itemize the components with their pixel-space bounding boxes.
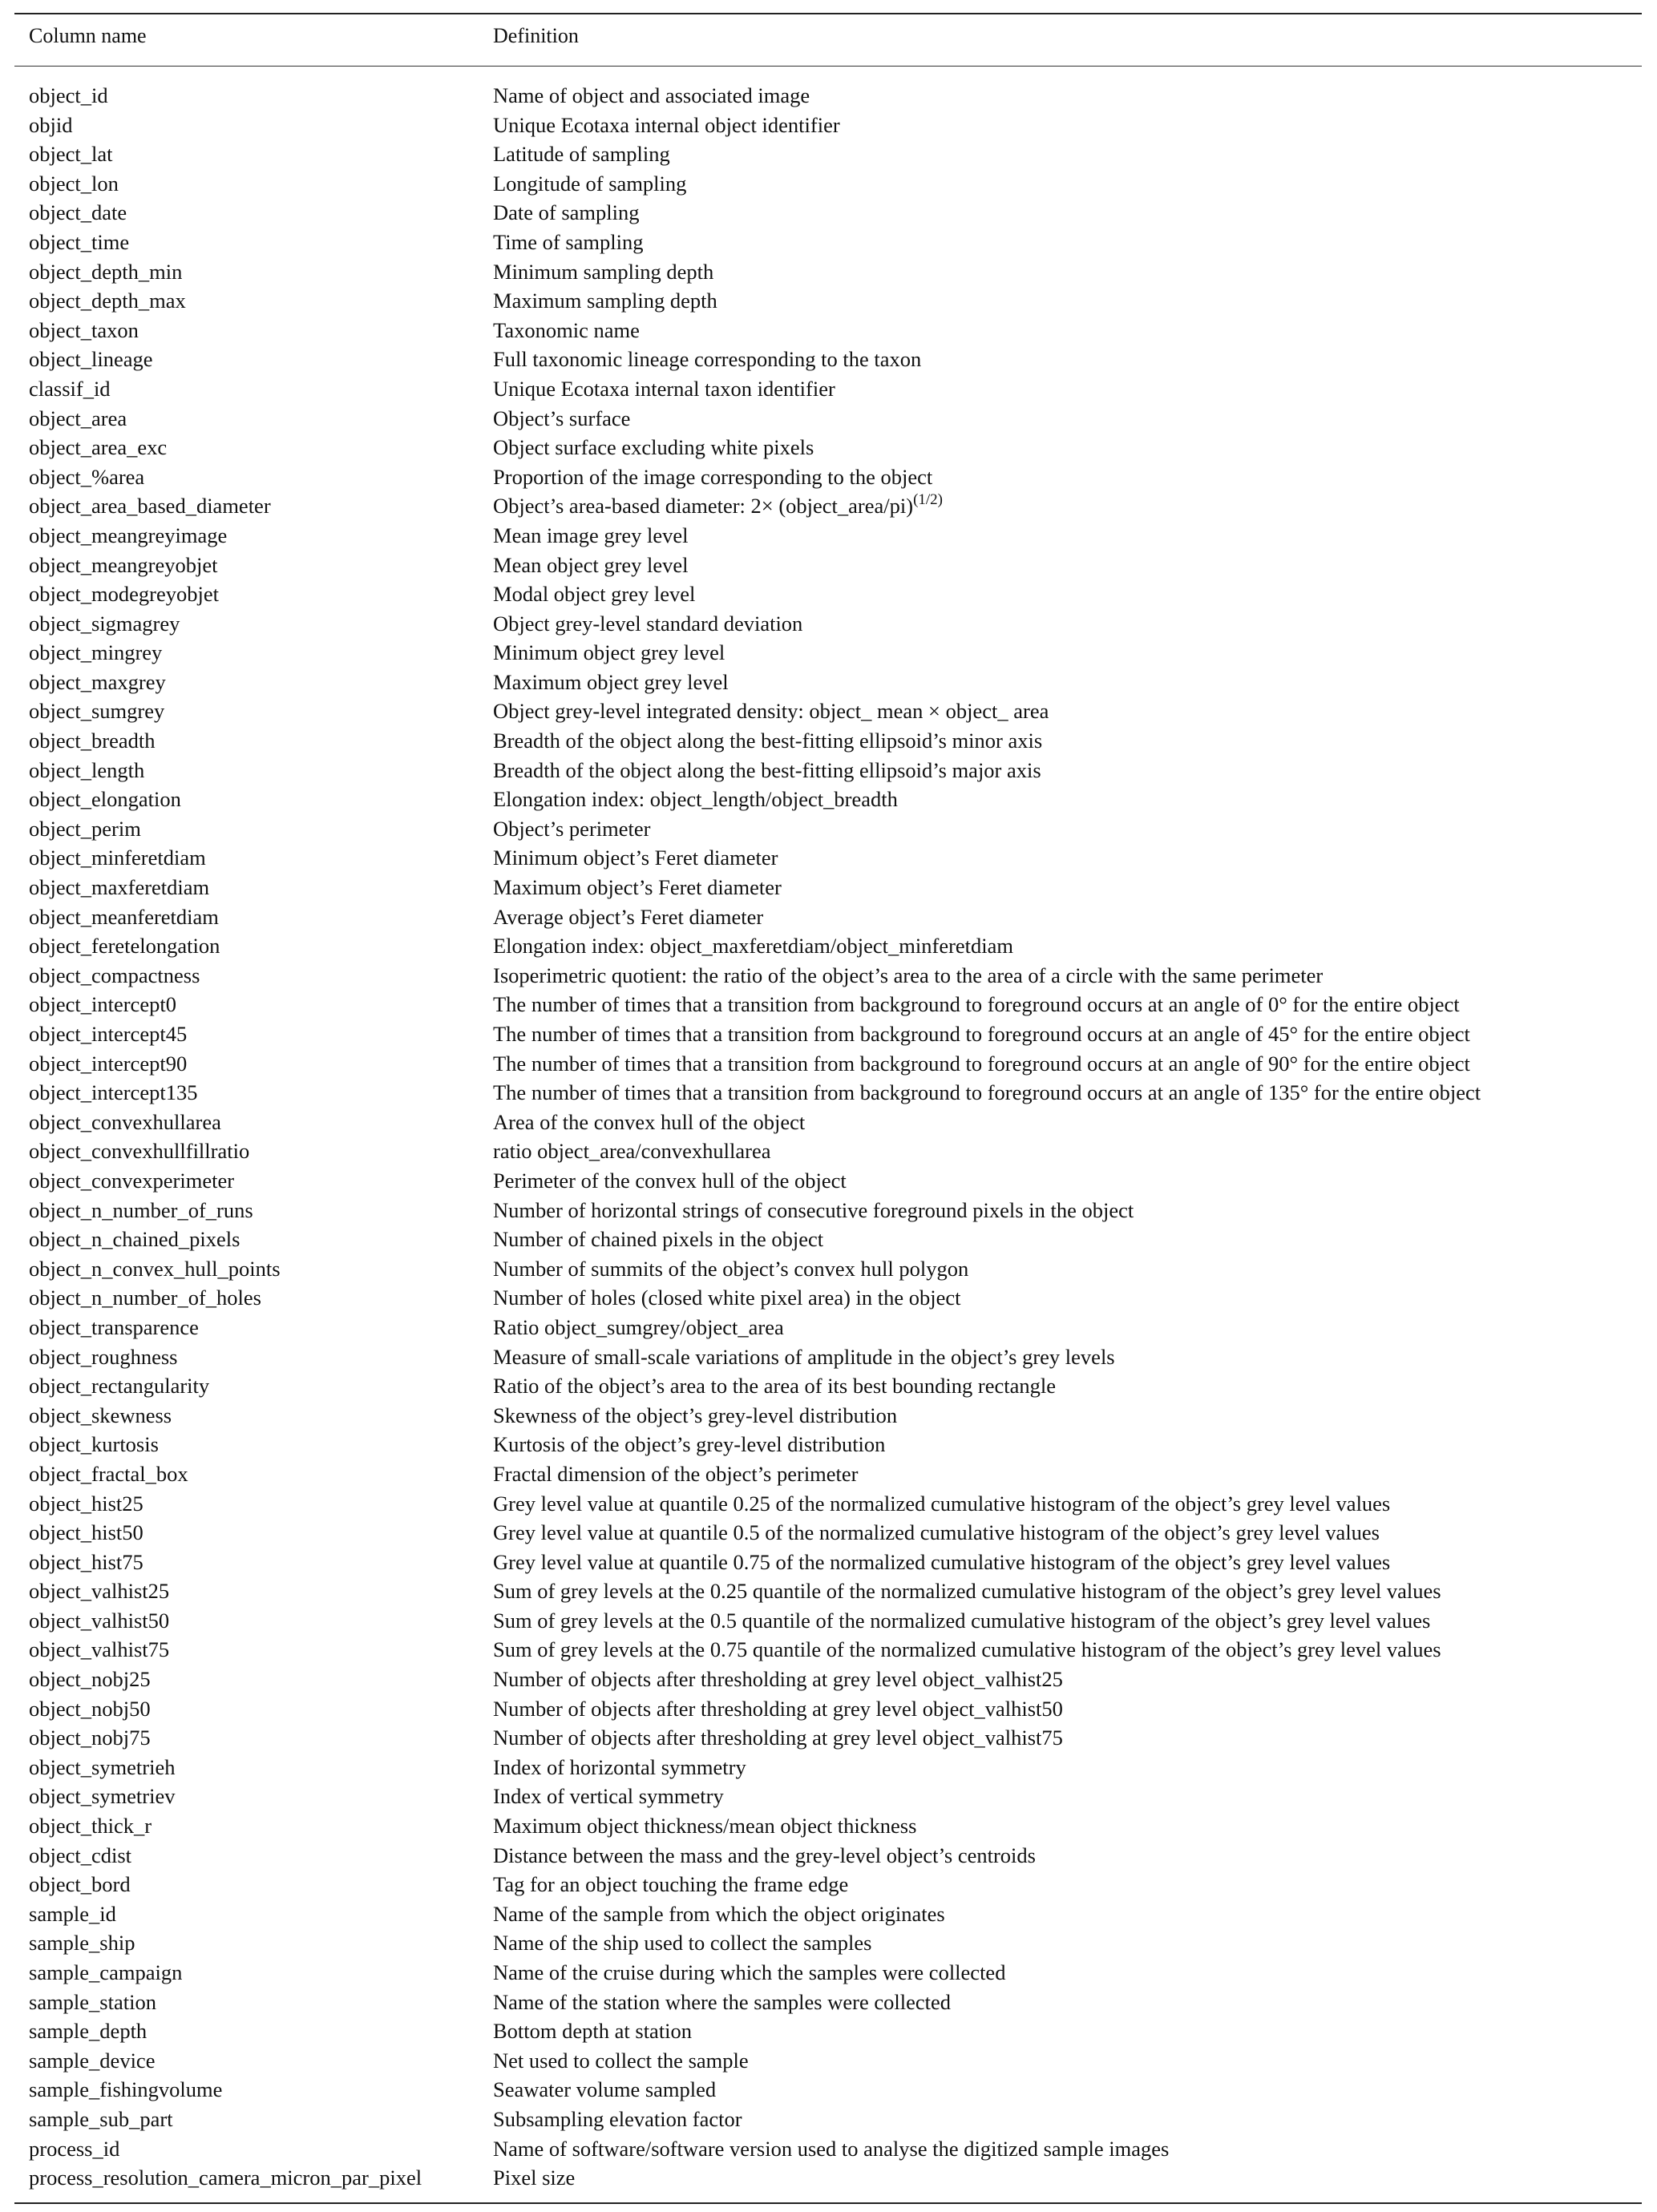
cell-definition-text: Number of horizontal strings of consecutive foreground pixels in the object (493, 1197, 1134, 1222)
table-row (14, 1136, 1642, 1166)
table-row (14, 551, 1642, 580)
table-row (14, 2075, 1642, 2105)
cell-column-name: object_lon (29, 171, 119, 196)
cell-column-name: sample_depth (29, 2019, 148, 2044)
cell-definition (493, 228, 1642, 257)
cell-definition (493, 1899, 1642, 1929)
cell-definition-text: Time of sampling (493, 229, 644, 254)
table-row (14, 1899, 1642, 1929)
table-row (14, 1753, 1642, 1782)
cell-definition-text: Sum of grey levels at the 0.25 quantile of the normalized cumulative histogram of the object’s grey level values (493, 1579, 1441, 1604)
cell-definition (493, 345, 1642, 374)
cell-column-name: object_transparence (29, 1314, 199, 1339)
cell-definition-text: Maximum sampling depth (493, 289, 717, 313)
cell-definition-text: Object’s surface (493, 406, 631, 430)
cell-definition-text: Object grey-level integrated density: object_ mean × object_ area (493, 699, 1049, 724)
cell-column-name: object_time (29, 229, 130, 254)
table-row (14, 1870, 1642, 1899)
cell-definition (493, 521, 1642, 551)
cell-definition-text: Latitude of sampling (493, 142, 670, 167)
cell-definition-text: Bottom depth at station (493, 2019, 693, 2044)
cell-column-name: object_elongation (29, 787, 181, 812)
cell-column-name: object_%area (29, 464, 145, 489)
cell-definition-text: Taxonomic name (493, 317, 640, 342)
table-header-rule (14, 66, 1642, 67)
cell-definition (493, 990, 1642, 1019)
cell-definition (493, 1283, 1642, 1313)
table-row (14, 726, 1642, 756)
table-row (14, 1606, 1642, 1636)
table-row (14, 198, 1642, 228)
cell-column-name: object_thick_r (29, 1814, 152, 1839)
cell-column-name: object_taxon (29, 317, 139, 342)
cell-definition-text: Mean object grey level (493, 552, 689, 577)
cell-definition (493, 433, 1642, 462)
cell-definition-text: Name of software/software version used to analyse the digitized sample images (493, 2136, 1170, 2161)
cell-definition (493, 257, 1642, 287)
cell-definition-text: Breadth of the object along the best-fitting ellipsoid’s major axis (493, 757, 1041, 782)
cell-column-name: object_feretelongation (29, 934, 220, 959)
table-row (14, 316, 1642, 345)
table-header-row (14, 14, 1642, 48)
cell-definition-text: Perimeter of the convex hull of the object (493, 1168, 847, 1193)
table-row (14, 404, 1642, 434)
cell-definition (493, 1753, 1642, 1782)
cell-column-name: object_kurtosis (29, 1432, 159, 1457)
cell-definition (493, 169, 1642, 199)
cell-definition (493, 1576, 1642, 1606)
variables-table (14, 13, 1642, 2204)
cell-column-name: object_maxgrey (29, 669, 166, 694)
table-row (14, 491, 1642, 521)
cell-definition-text: The number of times that a transition from background to foreground occurs at an angle of 0° for the entire object (493, 992, 1460, 1017)
table-row (14, 696, 1642, 726)
cell-definition-text: Distance between the mass and the grey-level object’s centroids (493, 1843, 1036, 1867)
cell-column-name: object_hist75 (29, 1549, 143, 1574)
cell-definition-text: Index of vertical symmetry (493, 1784, 724, 1809)
table-row (14, 169, 1642, 199)
cell-definition (493, 931, 1642, 961)
cell-definition-text: Pixel size (493, 2166, 576, 2190)
cell-column-name: object_hist50 (29, 1520, 143, 1545)
cell-definition-text: Number of holes (closed white pixel area) in the object (493, 1286, 961, 1310)
cell-definition-text: Average object’s Feret diameter (493, 904, 764, 929)
cell-definition (493, 1988, 1642, 2017)
table-row (14, 139, 1642, 169)
table-row (14, 873, 1642, 902)
cell-column-name: object_depth_max (29, 289, 186, 313)
cell-definition (493, 198, 1642, 228)
header-definition: Definition (493, 24, 579, 47)
cell-column-name: sample_fishingvolume (29, 2077, 223, 2102)
table-row (14, 1665, 1642, 1694)
table-bottom-rule (14, 2202, 1642, 2204)
cell-column-name: sample_sub_part (29, 2106, 173, 2131)
cell-definition (493, 1225, 1642, 1254)
cell-definition-text: Unique Ecotaxa internal taxon identifier (493, 376, 835, 401)
table-row (14, 1459, 1642, 1489)
cell-definition-text: Number of objects after thresholding at grey level object_valhist50 (493, 1696, 1063, 1721)
cell-definition (493, 139, 1642, 169)
table-row (14, 1576, 1642, 1606)
cell-definition (493, 1196, 1642, 1225)
cell-definition-text: Number of objects after thresholding at grey level object_valhist25 (493, 1667, 1063, 1692)
cell-definition-text: Kurtosis of the object’s grey-level distribution (493, 1432, 886, 1457)
cell-column-name: object_hist25 (29, 1491, 143, 1516)
cell-column-name: object_length (29, 757, 145, 782)
table-row (14, 2163, 1642, 2193)
table-row (14, 638, 1642, 668)
cell-column-name: classif_id (29, 376, 111, 401)
cell-column-name: object_date (29, 200, 127, 225)
table-row (14, 931, 1642, 961)
cell-definition-text: Skewness of the object’s grey-level distribution (493, 1403, 898, 1427)
cell-definition-text: Maximum object grey level (493, 669, 729, 694)
cell-definition (493, 1606, 1642, 1636)
cell-column-name: object_intercept135 (29, 1080, 198, 1105)
cell-definition (493, 551, 1642, 580)
cell-definition (493, 638, 1642, 668)
table-row (14, 462, 1642, 492)
cell-definition (493, 1635, 1642, 1665)
cell-definition (493, 668, 1642, 697)
table-body (14, 81, 1642, 2193)
table-row (14, 286, 1642, 316)
cell-column-name: object_lat (29, 142, 113, 167)
table-row (14, 1225, 1642, 1254)
cell-definition (493, 1078, 1642, 1108)
cell-definition-text: Elongation index: object_maxferetdiam/object_minferetdiam (493, 934, 1014, 959)
cell-definition-text: Date of sampling (493, 200, 640, 225)
cell-definition-text: Grey level value at quantile 0.25 of the normalized cumulative histogram of the object’s grey level values (493, 1491, 1391, 1516)
cell-column-name: object_intercept0 (29, 992, 176, 1017)
cell-definition (493, 1665, 1642, 1694)
cell-column-name: object_lineage (29, 347, 153, 372)
table-row (14, 1988, 1642, 2017)
cell-definition-text: Measure of small-scale variations of amplitude in the object’s grey levels (493, 1344, 1115, 1369)
cell-definition-text: Breadth of the object along the best-fitting ellipsoid’s minor axis (493, 729, 1043, 753)
table-row (14, 1019, 1642, 1049)
table-row (14, 990, 1642, 1019)
table-row (14, 843, 1642, 873)
table-row (14, 2046, 1642, 2076)
table-row (14, 1401, 1642, 1431)
table-row (14, 1841, 1642, 1871)
table-row (14, 1811, 1642, 1841)
cell-definition-text: ratio object_area/convexhullarea (493, 1139, 771, 1164)
cell-column-name: object_depth_min (29, 259, 183, 284)
table-row (14, 2105, 1642, 2134)
cell-definition-text: Mean image grey level (493, 523, 689, 547)
table-row (14, 433, 1642, 462)
table-row (14, 579, 1642, 609)
cell-column-name: object_intercept45 (29, 1022, 188, 1046)
cell-column-name: object_sigmagrey (29, 611, 180, 636)
cell-definition (493, 1313, 1642, 1342)
cell-definition-text: Name of the ship used to collect the samples (493, 1931, 872, 1956)
cell-definition-text: Maximum object’s Feret diameter (493, 875, 782, 900)
cell-column-name: object_perim (29, 816, 141, 841)
table-row (14, 1723, 1642, 1753)
cell-column-name: process_id (29, 2136, 120, 2161)
cell-definition-text: The number of times that a transition from background to foreground occurs at an angle of 90° for the entire object (493, 1051, 1470, 1076)
cell-definition-text: Grey level value at quantile 0.75 of the normalized cumulative histogram of the object’s grey level values (493, 1549, 1391, 1574)
cell-column-name: object_maxferetdiam (29, 875, 210, 900)
cell-column-name: object_nobj25 (29, 1667, 151, 1692)
cell-definition-text: Net used to collect the sample (493, 2048, 749, 2073)
cell-definition (493, 756, 1642, 785)
cell-column-name: object_nobj75 (29, 1726, 151, 1750)
cell-column-name: object_skewness (29, 1403, 172, 1427)
cell-definition (493, 1254, 1642, 1284)
table-row (14, 1371, 1642, 1401)
table-row (14, 1548, 1642, 1577)
cell-definition-text: Isoperimetric quotient: the ratio of the object’s area to the area of a circle with the same perimeter (493, 963, 1324, 987)
cell-definition-superscript: (1/2) (913, 491, 944, 509)
cell-definition-text: Grey level value at quantile 0.5 of the normalized cumulative histogram of the object’s grey level values (493, 1520, 1380, 1545)
cell-definition (493, 726, 1642, 756)
table-row (14, 1254, 1642, 1284)
cell-definition-text: Name of the station where the samples were collected (493, 1989, 951, 2014)
table-row (14, 1518, 1642, 1548)
cell-definition (493, 2016, 1642, 2046)
cell-column-name: object_valhist25 (29, 1579, 170, 1604)
cell-definition (493, 1166, 1642, 1196)
cell-definition-text: Index of horizontal symmetry (493, 1754, 746, 1779)
cell-column-name: object_mingrey (29, 640, 163, 665)
cell-column-name: object_convexhullarea (29, 1109, 221, 1134)
cell-definition (493, 1136, 1642, 1166)
cell-definition (493, 873, 1642, 902)
cell-definition (493, 1811, 1642, 1841)
cell-definition-text: Maximum object thickness/mean object thickness (493, 1814, 917, 1839)
table-row (14, 228, 1642, 257)
cell-definition (493, 1958, 1642, 1988)
cell-column-name: object_area_exc (29, 435, 168, 460)
cell-definition (493, 462, 1642, 492)
cell-column-name: object_meangreyobjet (29, 552, 218, 577)
cell-column-name: objid (29, 112, 73, 137)
table-row (14, 1782, 1642, 1811)
cell-definition (493, 1928, 1642, 1958)
cell-definition (493, 1489, 1642, 1519)
cell-definition (493, 2163, 1642, 2193)
cell-column-name: object_id (29, 83, 108, 107)
cell-definition-text: The number of times that a transition from background to foreground occurs at an angle of 45° for the entire object (493, 1022, 1470, 1046)
table-row (14, 1078, 1642, 1108)
cell-definition (493, 785, 1642, 814)
table-row (14, 668, 1642, 697)
cell-definition-text: Elongation index: object_length/object_breadth (493, 787, 898, 812)
table-row (14, 1958, 1642, 1988)
cell-definition-text: Minimum object’s Feret diameter (493, 846, 778, 870)
cell-definition (493, 1459, 1642, 1489)
cell-definition-text: Ratio of the object’s area to the area of its best bounding rectangle (493, 1374, 1057, 1399)
cell-definition (493, 1371, 1642, 1401)
table-row (14, 902, 1642, 932)
cell-definition (493, 1518, 1642, 1548)
table-row (14, 1342, 1642, 1372)
cell-definition-text: Unique Ecotaxa internal object identifier (493, 112, 840, 137)
cell-definition (493, 2134, 1642, 2164)
cell-definition (493, 316, 1642, 345)
cell-column-name: object_compactness (29, 963, 200, 987)
cell-definition-text: Area of the convex hull of the object (493, 1109, 806, 1134)
cell-column-name: object_roughness (29, 1344, 178, 1369)
cell-column-name: object_valhist75 (29, 1637, 170, 1662)
table-row (14, 814, 1642, 844)
cell-definition-text: Name of the cruise during which the samples were collected (493, 1960, 1006, 1984)
cell-definition-text: Fractal dimension of the object’s perimeter (493, 1461, 859, 1486)
cell-definition (493, 696, 1642, 726)
cell-definition (493, 902, 1642, 932)
table-row (14, 2134, 1642, 2164)
cell-column-name: process_resolution_camera_micron_par_pixel (29, 2166, 422, 2190)
table-row (14, 961, 1642, 991)
table-row (14, 1313, 1642, 1342)
cell-column-name: object_minferetdiam (29, 846, 206, 870)
cell-column-name: object_nobj50 (29, 1696, 151, 1721)
cell-definition (493, 843, 1642, 873)
cell-definition (493, 1782, 1642, 1811)
cell-definition (493, 1430, 1642, 1459)
cell-column-name: sample_station (29, 1989, 156, 2014)
cell-definition-text: Number of objects after thresholding at grey level object_valhist75 (493, 1726, 1063, 1750)
cell-column-name: object_convexhullfillratio (29, 1139, 250, 1164)
cell-column-name: object_bord (29, 1872, 131, 1897)
table-row (14, 1694, 1642, 1724)
cell-definition-text: Full taxonomic lineage corresponding to the taxon (493, 347, 922, 372)
cell-definition (493, 1049, 1642, 1079)
cell-definition (493, 1723, 1642, 1753)
cell-column-name: object_valhist50 (29, 1608, 170, 1633)
cell-definition-text: Sum of grey levels at the 0.5 quantile of the normalized cumulative histogram of the object’s grey level values (493, 1608, 1431, 1633)
cell-definition-text: Number of chained pixels in the object (493, 1227, 824, 1252)
cell-definition (493, 404, 1642, 434)
cell-column-name: object_area (29, 406, 127, 430)
table-row (14, 374, 1642, 404)
cell-definition (493, 1019, 1642, 1049)
cell-definition-text: Minimum sampling depth (493, 259, 714, 284)
cell-column-name: object_cdist (29, 1843, 132, 1867)
table-row (14, 345, 1642, 374)
cell-definition (493, 286, 1642, 316)
table-row (14, 1196, 1642, 1225)
cell-column-name: sample_ship (29, 1931, 135, 1956)
table-row (14, 756, 1642, 785)
cell-column-name: sample_device (29, 2048, 156, 2073)
cell-definition (493, 2075, 1642, 2105)
cell-column-name: object_fractal_box (29, 1461, 188, 1486)
table-row (14, 1108, 1642, 1137)
cell-definition (493, 609, 1642, 639)
cell-definition (493, 2046, 1642, 2076)
table-row (14, 81, 1642, 111)
cell-definition (493, 2105, 1642, 2134)
cell-definition-text: Tag for an object touching the frame edge (493, 1872, 849, 1897)
cell-column-name: object_intercept90 (29, 1051, 188, 1076)
cell-column-name: object_n_convex_hull_points (29, 1256, 281, 1281)
cell-column-name: object_n_number_of_runs (29, 1197, 253, 1222)
cell-column-name: object_meangreyimage (29, 523, 228, 547)
table-row (14, 609, 1642, 639)
cell-definition (493, 491, 1642, 521)
cell-definition (493, 374, 1642, 404)
header-column-name: Column name (29, 24, 147, 47)
cell-definition-text: Longitude of sampling (493, 171, 687, 196)
cell-definition-text: Ratio object_sumgrey/object_area (493, 1314, 784, 1339)
cell-definition (493, 961, 1642, 991)
cell-column-name: object_convexperimeter (29, 1168, 235, 1193)
cell-column-name: sample_campaign (29, 1960, 183, 1984)
table-row (14, 1430, 1642, 1459)
table-row (14, 785, 1642, 814)
cell-column-name: object_rectangularity (29, 1374, 210, 1399)
table-row (14, 2016, 1642, 2046)
table-row (14, 1489, 1642, 1519)
cell-column-name: object_modegreyobjet (29, 582, 219, 607)
table-row (14, 521, 1642, 551)
cell-definition-text: Name of object and associated image (493, 83, 810, 107)
cell-definition (493, 111, 1642, 140)
table-row (14, 1283, 1642, 1313)
cell-definition-text: Object grey-level standard deviation (493, 611, 803, 636)
cell-column-name: object_breadth (29, 729, 156, 753)
cell-column-name: object_meanferetdiam (29, 904, 219, 929)
table-row (14, 1928, 1642, 1958)
cell-definition (493, 81, 1642, 111)
cell-definition-text: Sum of grey levels at the 0.75 quantile of the normalized cumulative histogram of the object’s grey level values (493, 1637, 1441, 1662)
cell-definition (493, 1108, 1642, 1137)
cell-column-name: object_symetrieh (29, 1754, 176, 1779)
cell-definition-text: Subsampling elevation factor (493, 2106, 742, 2131)
cell-column-name: sample_id (29, 1901, 116, 1926)
cell-definition-text: Object surface excluding white pixels (493, 435, 814, 460)
cell-definition-text: Proportion of the image corresponding to the object (493, 464, 933, 489)
cell-definition (493, 814, 1642, 844)
cell-definition-text: Minimum object grey level (493, 640, 725, 665)
cell-definition (493, 1870, 1642, 1899)
cell-definition (493, 1841, 1642, 1871)
table-row (14, 1049, 1642, 1079)
cell-definition (493, 1401, 1642, 1431)
cell-definition-text: Name of the sample from which the object originates (493, 1901, 945, 1926)
cell-definition (493, 579, 1642, 609)
cell-definition-text: The number of times that a transition from background to foreground occurs at an angle of 135° for the entire object (493, 1080, 1481, 1105)
cell-column-name: object_n_chained_pixels (29, 1227, 240, 1252)
table-row (14, 257, 1642, 287)
cell-definition-text: Object’s area-based diameter: 2× (object_area/pi) (493, 494, 914, 519)
cell-definition (493, 1342, 1642, 1372)
cell-column-name: object_area_based_diameter (29, 494, 271, 519)
cell-column-name: object_n_number_of_holes (29, 1286, 261, 1310)
cell-definition (493, 1548, 1642, 1577)
table-row (14, 1166, 1642, 1196)
cell-definition-text: Number of summits of the object’s convex hull polygon (493, 1256, 969, 1281)
table-row (14, 1635, 1642, 1665)
cell-definition-text: Seawater volume sampled (493, 2077, 717, 2102)
cell-definition-text: Modal object grey level (493, 582, 696, 607)
cell-column-name: object_sumgrey (29, 699, 165, 724)
cell-definition-text: Object’s perimeter (493, 816, 651, 841)
cell-definition (493, 1694, 1642, 1724)
cell-column-name: object_symetriev (29, 1784, 176, 1809)
table-row (14, 111, 1642, 140)
